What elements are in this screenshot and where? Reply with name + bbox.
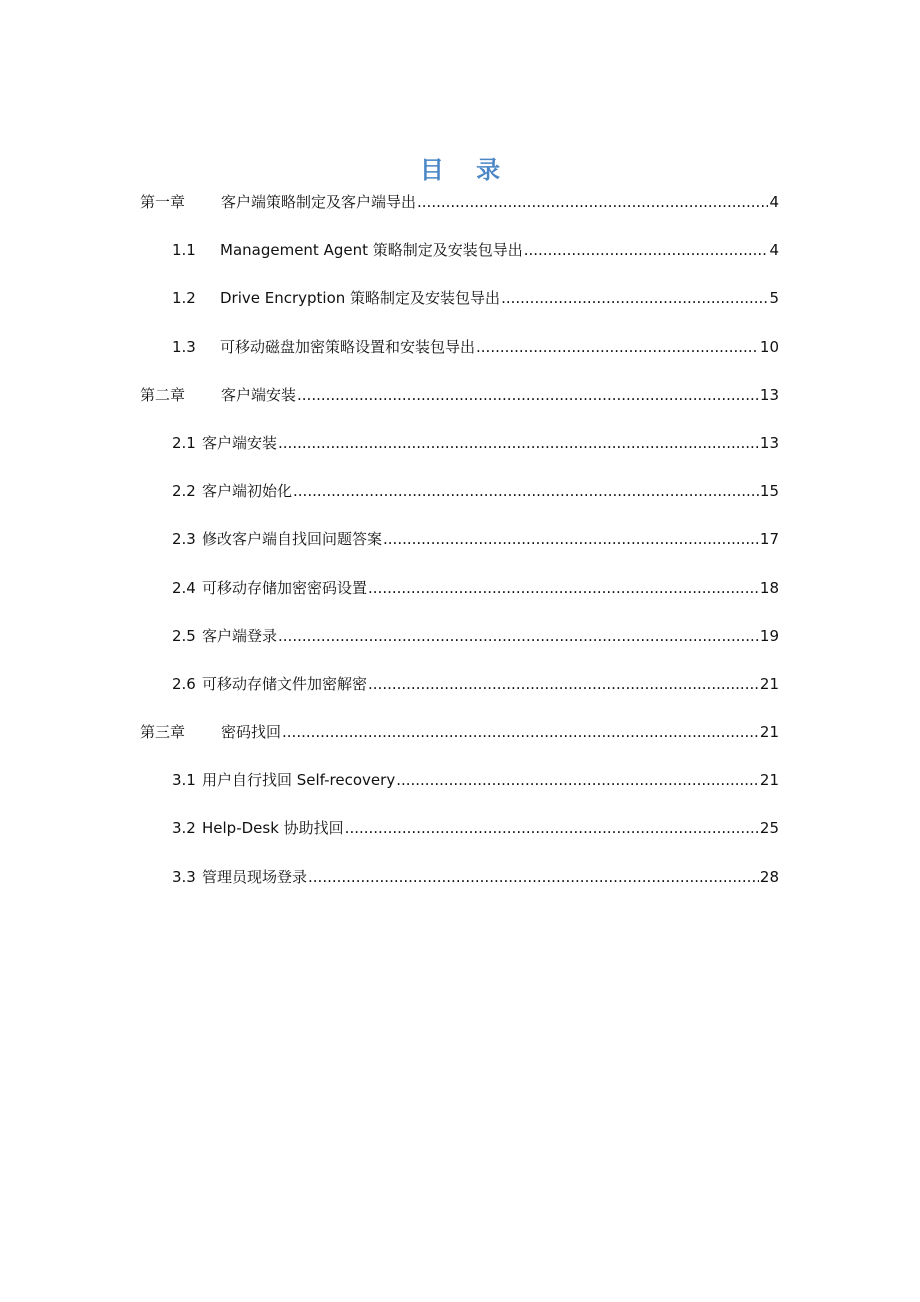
toc-entry-chapter-2[interactable] — [0, 380, 920, 428]
toc-entry-text: 可移动磁盘加密策略设置和安装包导出 — [220, 337, 476, 356]
toc-entry-section-3-3[interactable] — [0, 862, 920, 910]
toc-entry-section-3-2[interactable] — [0, 813, 920, 861]
toc-entry-number: 2.6 — [172, 674, 196, 693]
toc-entry-text: 客户端登录 — [202, 626, 278, 645]
toc-page-number: 19 — [759, 626, 779, 645]
toc-entry-text: Drive Encryption 策略制定及安装包导出 — [220, 289, 501, 308]
toc-entry-section-2-6[interactable] — [0, 669, 920, 717]
toc-dot-leader — [297, 380, 759, 410]
toc-entry-section-3-1[interactable] — [0, 765, 920, 813]
toc-entry-text: 修改客户端自找回问题答案 — [202, 530, 383, 549]
toc-entry-number: 第二章 — [140, 385, 186, 404]
toc-entry-text: 可移动存储文件加密解密 — [202, 674, 368, 693]
toc-entry-text: 客户端策略制定及客户端导出 — [221, 193, 417, 211]
toc-dot-leader — [368, 573, 759, 603]
toc-entry-chapter-3[interactable] — [0, 717, 920, 765]
toc-dot-leader — [368, 669, 759, 699]
toc-page-number: 21 — [759, 674, 779, 693]
toc-entry-text: 密码找回 — [221, 723, 282, 742]
toc-page-number: 13 — [759, 385, 779, 404]
toc-dot-leader — [383, 524, 759, 554]
toc-page-number: 25 — [759, 819, 779, 838]
toc-dot-leader — [293, 476, 759, 506]
toc-entry-number: 3.2 — [172, 819, 196, 838]
toc-entry-section-1-2[interactable] — [0, 283, 920, 331]
document-title: 目 录 — [419, 155, 513, 185]
toc-entry-number: 2.1 — [172, 433, 196, 452]
toc-entry-chapter-1[interactable] — [0, 187, 920, 235]
toc-entry-number: 第三章 — [140, 723, 186, 742]
toc-entry-section-2-1[interactable] — [0, 428, 920, 476]
toc-entry-text: Management Agent 策略制定及安装包导出 — [220, 241, 523, 260]
toc-entry-number: 1.3 — [172, 337, 196, 356]
toc-dot-leader — [308, 862, 759, 892]
toc-entry-text: 用户自行找回 Self-recovery — [202, 771, 396, 790]
toc-page-number: 4 — [769, 193, 779, 211]
toc-dot-leader — [345, 813, 759, 843]
toc-entry-section-1-3[interactable] — [0, 332, 920, 380]
toc-entry-number: 2.3 — [172, 530, 196, 549]
toc-dot-leader — [524, 235, 769, 265]
toc-dot-leader — [396, 765, 759, 795]
toc-page-number: 21 — [759, 723, 779, 742]
toc-entry-number: 第一章 — [140, 193, 186, 211]
toc-entry-section-2-4[interactable] — [0, 573, 920, 621]
toc-entry-number: 2.4 — [172, 578, 196, 597]
toc-entry-section-2-5[interactable] — [0, 621, 920, 669]
toc-page-number: 21 — [759, 771, 779, 790]
toc-dot-leader — [476, 332, 759, 362]
toc-entry-text: 客户端初始化 — [202, 482, 293, 501]
toc-entry-section-2-3[interactable] — [0, 524, 920, 572]
toc-page-number: 18 — [759, 578, 779, 597]
toc-entry-text: 客户端安装 — [221, 385, 297, 404]
toc-dot-leader — [282, 717, 759, 747]
toc-page-number: 15 — [759, 482, 779, 501]
toc-entry-section-1-1[interactable] — [0, 235, 920, 283]
toc-entry-text: 可移动存储加密密码设置 — [202, 578, 368, 597]
toc-entry-text: 管理员现场登录 — [202, 867, 308, 886]
toc-dot-leader — [278, 428, 759, 458]
toc-page-number: 28 — [759, 867, 779, 886]
toc-dot-leader — [278, 621, 759, 651]
toc-entry-section-2-2[interactable] — [0, 476, 920, 524]
toc-dot-leader — [501, 283, 768, 313]
toc-entry-number: 3.1 — [172, 771, 196, 790]
toc-page-number: 17 — [759, 530, 779, 549]
toc-entry-number: 2.5 — [172, 626, 196, 645]
toc-entry-text: Help-Desk 协助找回 — [202, 819, 344, 838]
toc-entry-number: 3.3 — [172, 867, 196, 886]
toc-entry-number: 2.2 — [172, 482, 196, 501]
toc-entry-text: 客户端安装 — [202, 433, 278, 452]
table-of-contents — [0, 187, 920, 910]
toc-page-number: 10 — [759, 337, 779, 356]
toc-entry-number: 1.2 — [172, 289, 196, 308]
toc-entry-number: 1.1 — [172, 241, 196, 260]
toc-dot-leader — [417, 187, 768, 217]
toc-page-number: 4 — [769, 241, 779, 260]
toc-page-number: 13 — [759, 433, 779, 452]
toc-page-number: 5 — [769, 289, 779, 308]
